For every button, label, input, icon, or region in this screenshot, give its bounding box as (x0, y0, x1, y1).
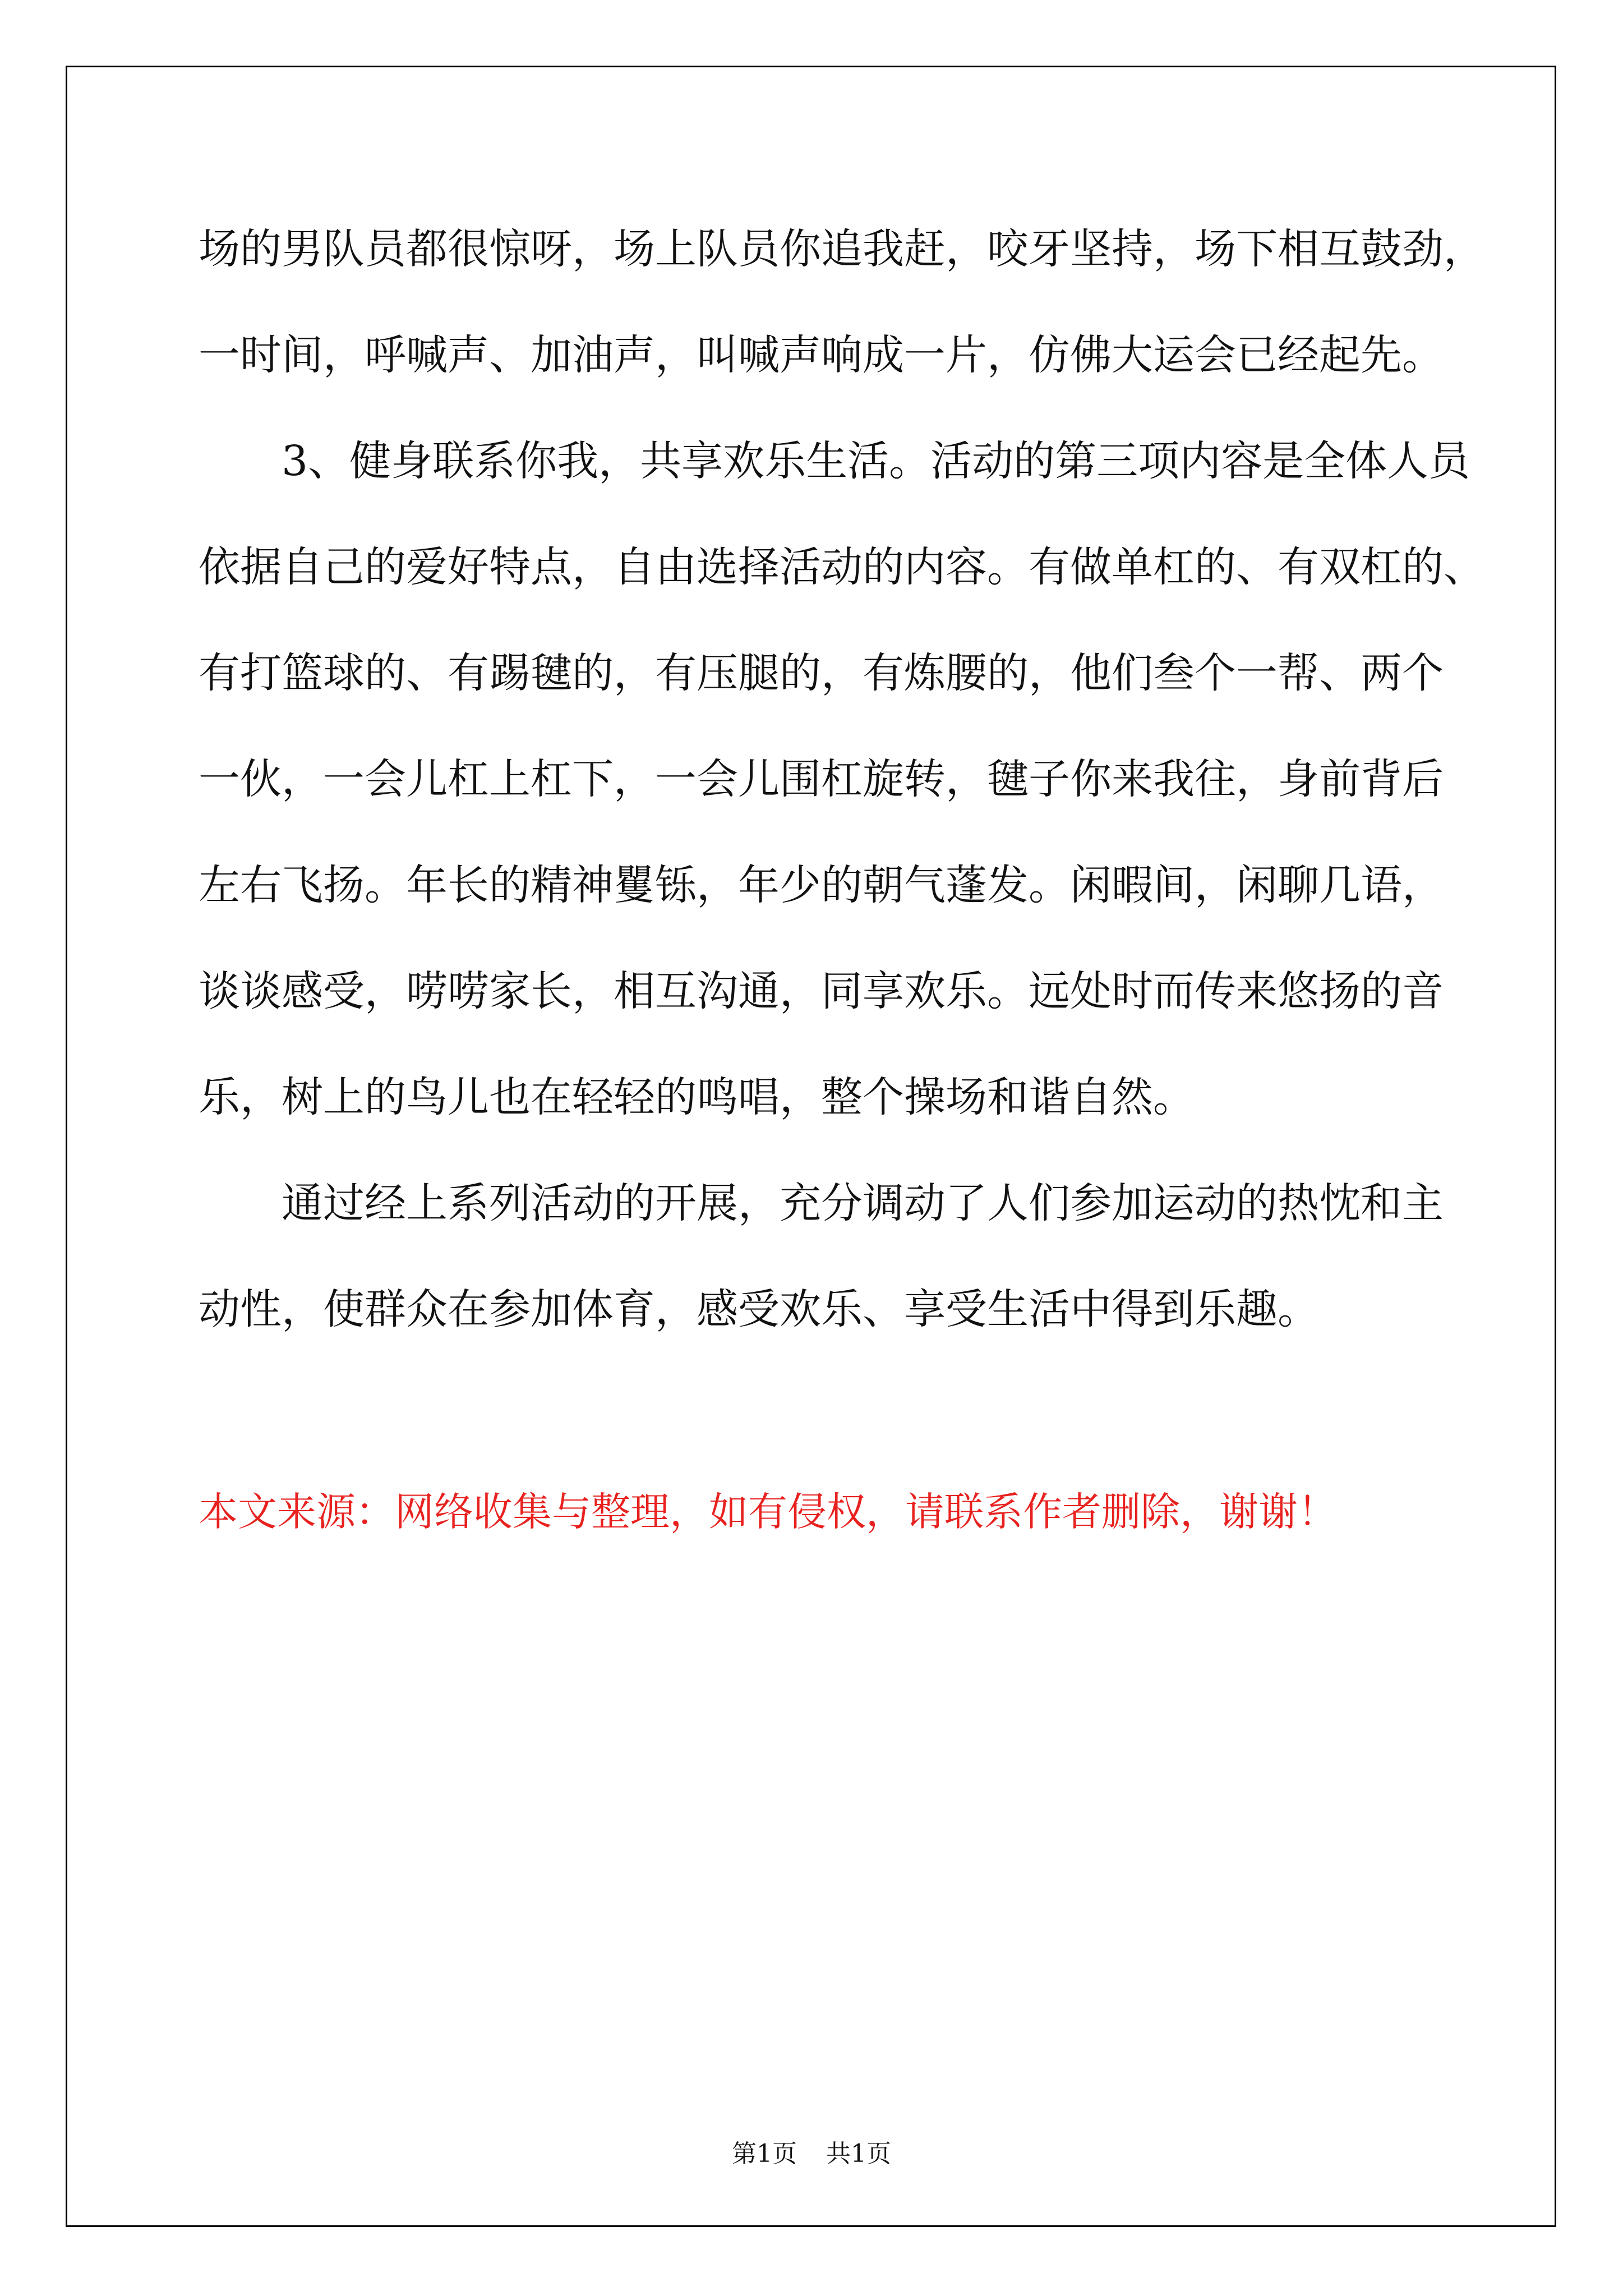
source-note: 本文来源：网络收集与整理，如有侵权，请联系作者删除，谢谢！ (199, 1489, 1337, 1535)
page-number: 第1页 (732, 2139, 797, 2168)
text-line: 场的男队员都很惊呀，场上队员你追我赶，咬牙坚持，场下相互鼓劲， (199, 225, 1485, 273)
text-line: 依据自己的爱好特点，自由选择活动的内容。有做单杠的、有双杠的、 (199, 543, 1485, 591)
paragraph-3 (199, 1151, 1444, 1363)
paragraph-2 (199, 408, 1485, 1151)
text-line: 一伙，一会儿杠上杠下，一会儿围杠旋转，毽子你来我往，身前背后 (199, 755, 1444, 803)
page-footer (0, 2137, 1623, 2171)
text-line: 通过经上系列活动的开展，充分调动了人们参加运动的热忱和主 (282, 1179, 1444, 1227)
document-body (199, 196, 1485, 1363)
text-line: 一时间，呼喊声、加油声，叫喊声响成一片，仿佛大运会已经起先。 (199, 331, 1444, 379)
page-total: 共1页 (826, 2139, 891, 2168)
text-line: 3、健身联系你我，共享欢乐生活。活动的第三项内容是全体人员 (282, 437, 1470, 485)
text-line: 动性，使群众在参加体育，感受欢乐、享受生活中得到乐趣。 (199, 1285, 1319, 1333)
text-line: 乐，树上的鸟儿也在轻轻的鸣唱，整个操场和谐自然。 (199, 1073, 1195, 1121)
paragraph-1 (199, 196, 1485, 408)
text-line: 左右飞扬。年长的精神矍铄，年少的朝气蓬发。闲暇间，闲聊几语， (199, 861, 1444, 909)
text-line: 谈谈感受，唠唠家长，相互沟通，同享欢乐。远处时而传来悠扬的音 (199, 967, 1444, 1015)
text-line: 有打篮球的、有踢毽的，有压腿的，有炼腰的，他们叁个一帮、两个 (199, 649, 1444, 697)
